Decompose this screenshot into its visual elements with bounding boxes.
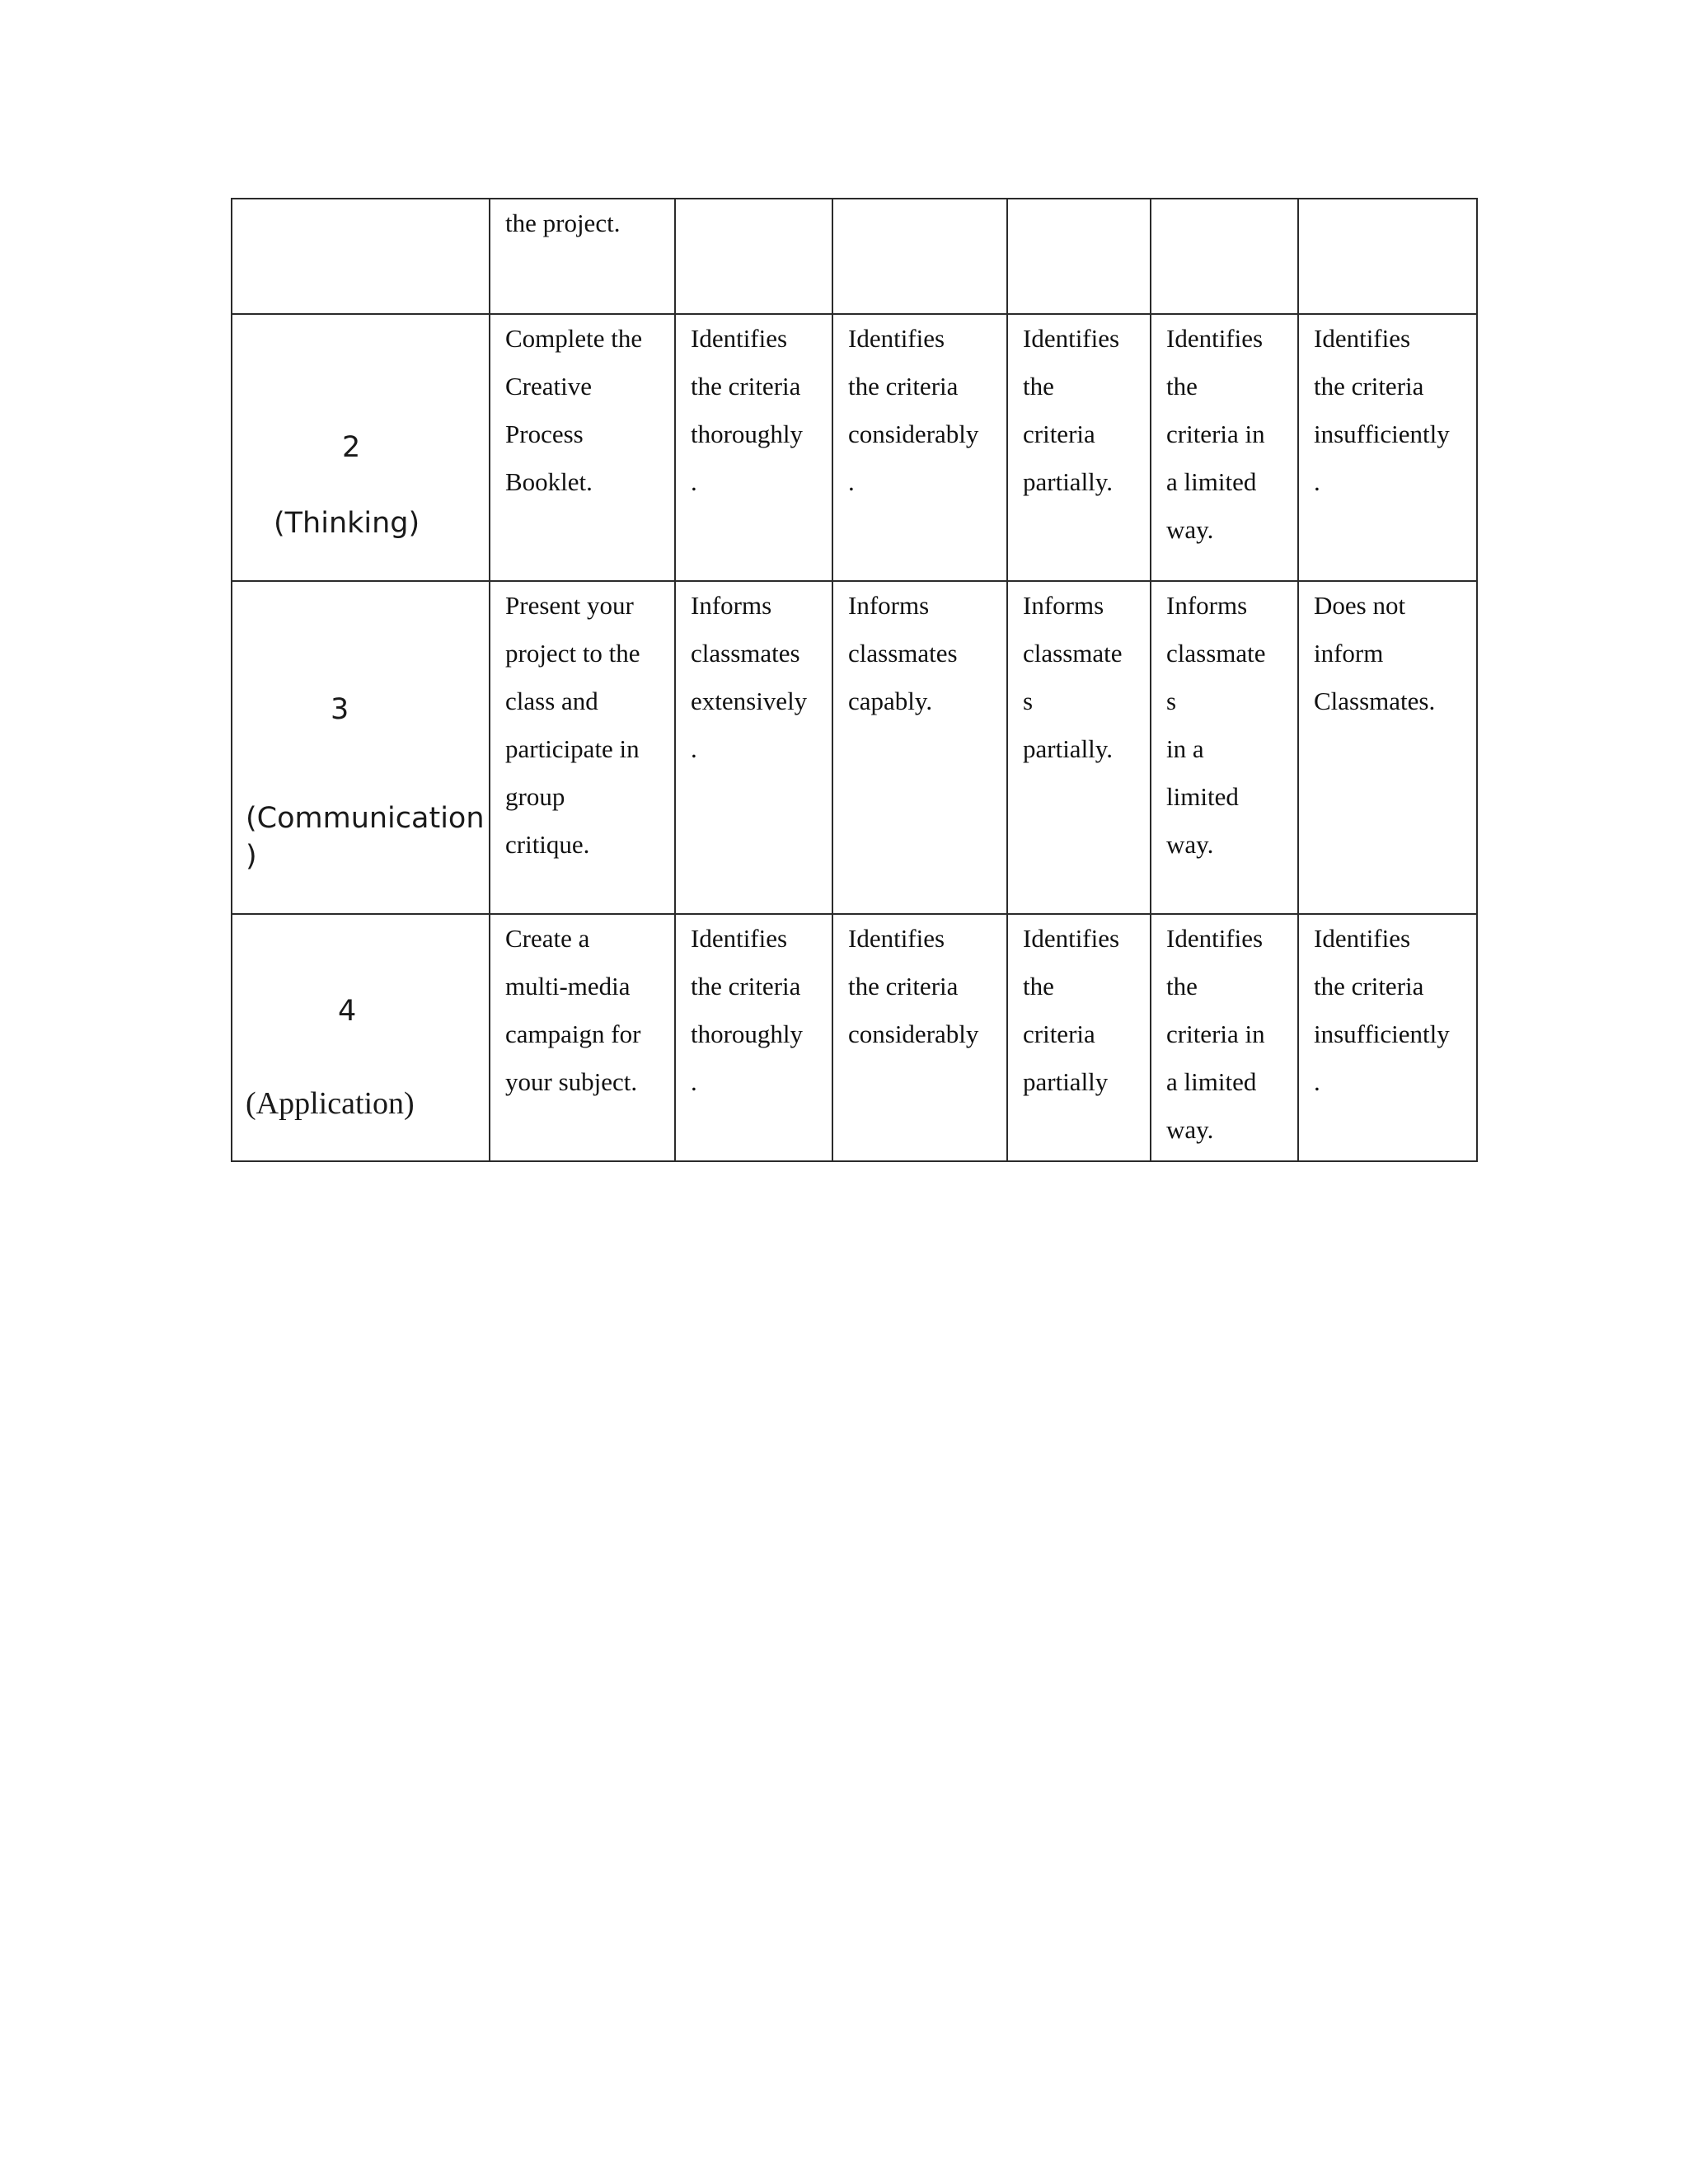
criteria-cell: Informs classmate s in a limited way. <box>1151 581 1298 914</box>
table-row-application <box>232 914 1477 1161</box>
criteria-cell: Identifies the criteria in a limited way. <box>1151 914 1298 1161</box>
criteria-cell <box>1007 199 1151 314</box>
task-cell: the project. <box>490 199 675 314</box>
level-number: 2 <box>342 431 361 464</box>
criteria-cell: Identifies the criteria insufficiently . <box>1298 314 1477 581</box>
level-cell <box>232 581 490 914</box>
table-row-communication <box>232 581 1477 914</box>
level-name: (Thinking) <box>274 507 420 540</box>
table-row-continuation <box>232 199 1477 314</box>
criteria-cell: Informs classmates capably. <box>832 581 1007 914</box>
level-number: 4 <box>338 995 357 1028</box>
criteria-cell: Identifies the criteria thoroughly . <box>675 314 832 581</box>
criteria-cell: Identifies the criteria partially. <box>1007 314 1151 581</box>
criteria-cell: Identifies the criteria considerably . <box>832 314 1007 581</box>
criteria-cell: Identifies the criteria thoroughly . <box>675 914 832 1161</box>
level-number: 3 <box>331 693 349 726</box>
criteria-cell: Identifies the criteria in a limited way. <box>1151 314 1298 581</box>
criteria-cell: Identifies the criteria considerably <box>832 914 1007 1161</box>
task-cell: Present your project to the class and participate in group critique. <box>490 581 675 914</box>
criteria-cell: Informs classmate s partially. <box>1007 581 1151 914</box>
task-cell: Create a multi-media campaign for your subject. <box>490 914 675 1161</box>
criteria-cell <box>832 199 1007 314</box>
criteria-cell <box>1151 199 1298 314</box>
criteria-cell: Identifies the criteria partially <box>1007 914 1151 1161</box>
level-cell <box>232 314 490 581</box>
criteria-cell: Identifies the criteria insufficiently . <box>1298 914 1477 1161</box>
rubric-table <box>231 198 1478 1162</box>
level-cell <box>232 199 490 314</box>
task-cell: Complete the Creative Process Booklet. <box>490 314 675 581</box>
table-row-thinking <box>232 314 1477 581</box>
level-cell <box>232 914 490 1161</box>
criteria-cell <box>1298 199 1477 314</box>
level-name: (Application) <box>246 1086 415 1121</box>
criteria-cell <box>675 199 832 314</box>
level-name: (Communication ) <box>246 802 485 873</box>
criteria-cell: Informs classmates extensively . <box>675 581 832 914</box>
criteria-cell: Does not inform Classmates. <box>1298 581 1477 914</box>
